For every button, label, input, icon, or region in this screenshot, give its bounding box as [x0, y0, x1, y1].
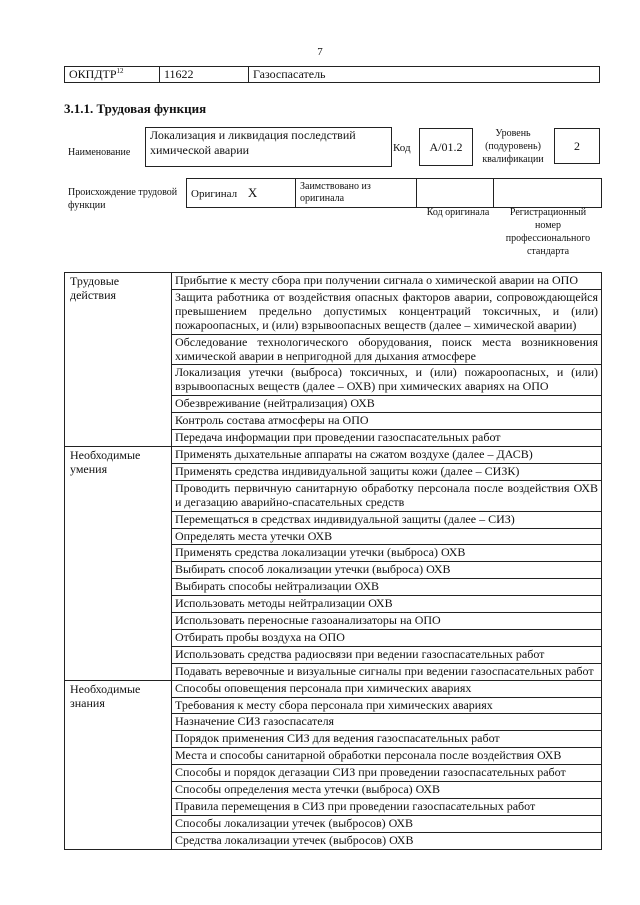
- required-skills-item: Использовать переносные газоанализаторы на ОПО: [172, 613, 602, 630]
- function-name: Локализация и ликвидация последствий химической аварии: [150, 128, 356, 157]
- origin-original-cell: [187, 179, 296, 208]
- required-skills-item: Применять дыхательные аппараты на сжатом воздухе (далее – ДАСВ): [172, 446, 602, 463]
- required-knowledge-item: Места и способы санитарной обработки персонала после воздействия ОХВ: [172, 748, 602, 765]
- original-label: Оригинал: [191, 188, 238, 200]
- required-knowledge-item: Способы оповещения персонала при химических авариях: [172, 680, 602, 697]
- original-mark: X: [247, 185, 258, 200]
- labor-actions-header: Трудовые действия: [65, 273, 172, 447]
- required-skills-item: Использовать средства радиосвязи при ведении газоспасательных работ: [172, 646, 602, 663]
- required-skills-item: Определять места утечки ОХВ: [172, 528, 602, 545]
- okpd-table: [64, 66, 600, 83]
- required-knowledge-item: Средства локализации утечек (выбросов) ОХВ: [172, 832, 602, 849]
- code-label: Код: [393, 142, 411, 154]
- required-skills-row: [65, 446, 602, 463]
- name-label: Наименование: [68, 147, 131, 158]
- required-knowledge-item: Способы и порядок дегазации СИЗ при проведении газоспасательных работ: [172, 765, 602, 782]
- required-skills-item: Отбирать пробы воздуха на ОПО: [172, 629, 602, 646]
- required-skills-item: Проводить первичную санитарную обработку персонала после воздействия ОХВ и дегазацию аварийно-спасательных средств: [172, 480, 602, 511]
- required-skills-item: Применять средства локализации утечки (выброса) ОХВ: [172, 545, 602, 562]
- required-skills-item: Использовать методы нейтрализации ОХВ: [172, 596, 602, 613]
- origin-label: Происхождение трудовой функции: [68, 187, 178, 211]
- required-knowledge-item: Требования к месту сбора персонала при химических авариях: [172, 697, 602, 714]
- labor-actions-item: Прибытие к месту сбора при получении сигнала о химической аварии на ОПО: [172, 273, 602, 290]
- code-value-box: [419, 128, 473, 166]
- required-skills-item: Применять средства индивидуальной защиты кожи (далее – СИЗК): [172, 463, 602, 480]
- level-value-box: [554, 128, 600, 164]
- required-knowledge-item: Порядок применения СИЗ для ведения газоспасательных работ: [172, 731, 602, 748]
- origin-table: [186, 178, 602, 208]
- required-skills-header: Необходимые умения: [65, 446, 172, 680]
- required-skills-item: Подавать веревочные и визуальные сигналы при ведении газоспасательных работ: [172, 663, 602, 680]
- code-original-cell: [417, 179, 494, 208]
- borrowed-label: Заимствовано из оригинала: [296, 179, 417, 208]
- labor-actions-item: Локализация утечки (выброса) токсичных, и (или) пожароопасных, и (или) взрывоопасных веществ (далее – ОХВ) при химических авариях на ОПО: [172, 365, 602, 396]
- okpd-profession: Газоспасатель: [249, 67, 600, 83]
- required-knowledge-item: Способы локализации утечек (выбросов) ОХВ: [172, 815, 602, 832]
- function-content-table: [64, 272, 602, 850]
- labor-actions-item: Обследование технологического оборудования, поиск места возникновения химической аварии в непригодной для дыхания атмосфере: [172, 334, 602, 365]
- required-skills-item: Выбирать способы нейтрализации ОХВ: [172, 579, 602, 596]
- labor-actions-row: [65, 273, 602, 290]
- required-skills-item: Выбирать способ локализации утечки (выброса) ОХВ: [172, 562, 602, 579]
- okpd-code-value: 11622: [160, 67, 249, 83]
- function-name-box: [145, 127, 392, 167]
- labor-actions-item: Контроль состава атмосферы на ОПО: [172, 413, 602, 430]
- reg-number-label: Регистрационный номер профессионального стандарта: [505, 207, 591, 257]
- required-knowledge-item: Способы определения места утечки (выброса) ОХВ: [172, 782, 602, 799]
- labor-actions-item: Обезвреживание (нейтрализация) ОХВ: [172, 396, 602, 413]
- required-skills-item: Перемещаться в средствах индивидуальной защиты (далее – СИЗ): [172, 511, 602, 528]
- section-title: 3.1.1. Трудовая функция: [64, 101, 207, 116]
- level-label: Уровень (подуровень) квалификации: [482, 128, 544, 165]
- okpd-code-label: ОКПДТР$^{12}$: [65, 67, 160, 83]
- reg-number-cell: [494, 179, 602, 208]
- code-value: А/01.2: [429, 139, 463, 154]
- required-knowledge-row: [65, 680, 602, 697]
- required-knowledge-item: Назначение СИЗ газоспасателя: [172, 714, 602, 731]
- level-value: 2: [574, 138, 580, 153]
- required-knowledge-item: Правила перемещения в СИЗ при проведении газоспасательных работ: [172, 799, 602, 816]
- code-original-label: Код оригинала: [426, 207, 490, 218]
- labor-actions-item: Защита работника от воздействия опасных факторов аварии, сопровождающейся превышением предельно допустимых концентраций токсичных, и (или) пожароопасных, и (или) взрывоопасных веществ (далее – химической аварии): [172, 289, 602, 334]
- page-number: 7: [317, 46, 323, 58]
- labor-actions-item: Передача информации при проведении газоспасательных работ: [172, 430, 602, 447]
- required-knowledge-header: Необходимые знания: [65, 680, 172, 849]
